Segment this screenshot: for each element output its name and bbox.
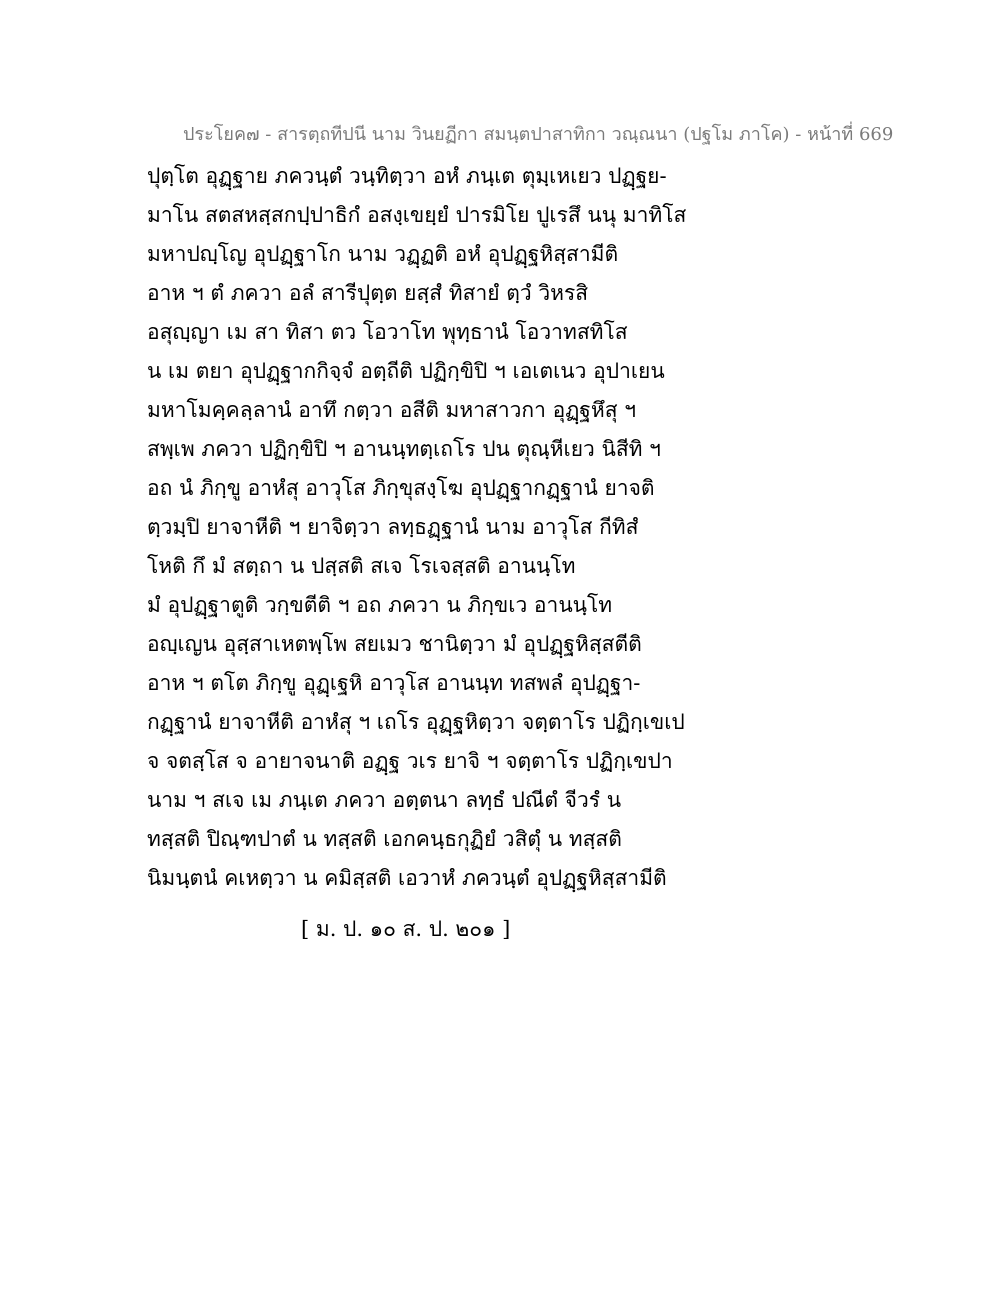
- text-line: กฏฺฐานํ ยาจาหีติ อาหํสุ ฯ เถโร อุฏฺฐหิตฺวา จตฺตาโร ปฏิกฺเขเป: [147, 710, 685, 734]
- text-line: โหติ กึ มํ สตฺถา น ปสฺสติ สเจ โรเจสฺสติ อานนฺโท: [147, 554, 576, 578]
- text-line: ปุตฺโต อุฏฺฐาย ภควนฺตํ วนฺทิตฺวา อหํ ภนฺเต ตุมฺเหเยว ปฏฺฐย-: [147, 164, 667, 188]
- body-text: [147, 157, 707, 898]
- text-line: อสุญฺญา เม สา ทิสา ตว โอวาโท พุทฺธานํ โอวาทสทิโส: [147, 320, 628, 344]
- text-line: มหาโมคฺคลฺลานํ อาทึ กตฺวา อสีติ มหาสาวกา อุฏฺฐหึสุ ฯ: [147, 398, 637, 422]
- text-line: มหาปญฺโญ อุปฏฺฐาโก นาม วฏฺฏติ อหํ อุปฏฺฐหิสฺสามีติ: [147, 242, 619, 266]
- text-line: จ จตสฺโส จ อายาจนาติ อฏฺฐ วเร ยาจิ ฯ จตฺตาโร ปฏิกฺเขปา: [147, 749, 673, 773]
- text-line: มํ อุปฏฺฐาตูติ วกฺขตีติ ฯ อถ ภควา น ภิกฺขเว อานนฺโท: [147, 593, 613, 617]
- text-line: นาม ฯ สเจ เม ภนฺเต ภควา อตฺตนา ลทฺธํ ปณีตํ จีวรํ น: [147, 788, 622, 812]
- text-line: ทสฺสติ ปิณฺฑปาตํ น ทสฺสติ เอกคนฺธกุฏิยํ วสิตุํ น ทสฺสติ: [147, 827, 622, 851]
- reference-note: [ ม. ป. ๑๐ ส. ป. ๒๐๑ ]: [301, 917, 511, 941]
- text-line: น เม ตยา อุปฏฺฐากกิจฺจํ อตฺถีติ ปฏิกฺขิปิ ฯ เอเตเนว อุปาเยน: [147, 359, 665, 383]
- text-line: นิมนฺตนํ คเหตฺวา น คมิสฺสติ เอวาหํ ภควนฺตํ อุปฏฺฐหิสฺสามีติ: [147, 866, 667, 890]
- text-line: สพฺเพ ภควา ปฏิกฺขิปิ ฯ อานนฺทตฺเถโร ปน ตุณฺหีเยว นิสีทิ ฯ: [147, 437, 661, 461]
- text-line: ตฺวมฺปิ ยาจาหีติ ฯ ยาจิตฺวา ลทฺธฏฺฐานํ นาม อาวุโส กีทิสํ: [147, 515, 639, 539]
- text-line: มาโน สตสหสฺสกปฺปาธิกํ อสงฺเขยฺยํ ปารมิโย ปูเรสึ นนุ มาทิโส: [147, 203, 687, 227]
- text-line: อญฺเญน อุสฺสาเหตพฺโพ สยเมว ชานิตฺวา มํ อุปฏฺฐหิสฺสตีติ: [147, 632, 642, 656]
- text-line: อาห ฯ ตโต ภิกฺขู อุฏฺเฐหิ อาวุโส อานนฺท ทสพลํ อุปฏฺฐา-: [147, 671, 641, 695]
- text-line: อาห ฯ ตํ ภควา อลํ สารีปุตฺต ยสฺสํ ทิสายํ ตฺวํ วิหรสิ: [147, 281, 589, 305]
- running-header: ประโยค๗ - สารตฺถทีปนี นาม วินยฏีกา สมนฺตปาสาทิกา วณฺณนา (ปฐโม ภาโค) - หน้าที่ 669: [183, 124, 894, 145]
- text-line: อถ นํ ภิกฺขู อาหํสุ อาวุโส ภิกฺขุสงฺโฆ อุปฏฺฐากฏฺฐานํ ยาจติ: [147, 476, 655, 500]
